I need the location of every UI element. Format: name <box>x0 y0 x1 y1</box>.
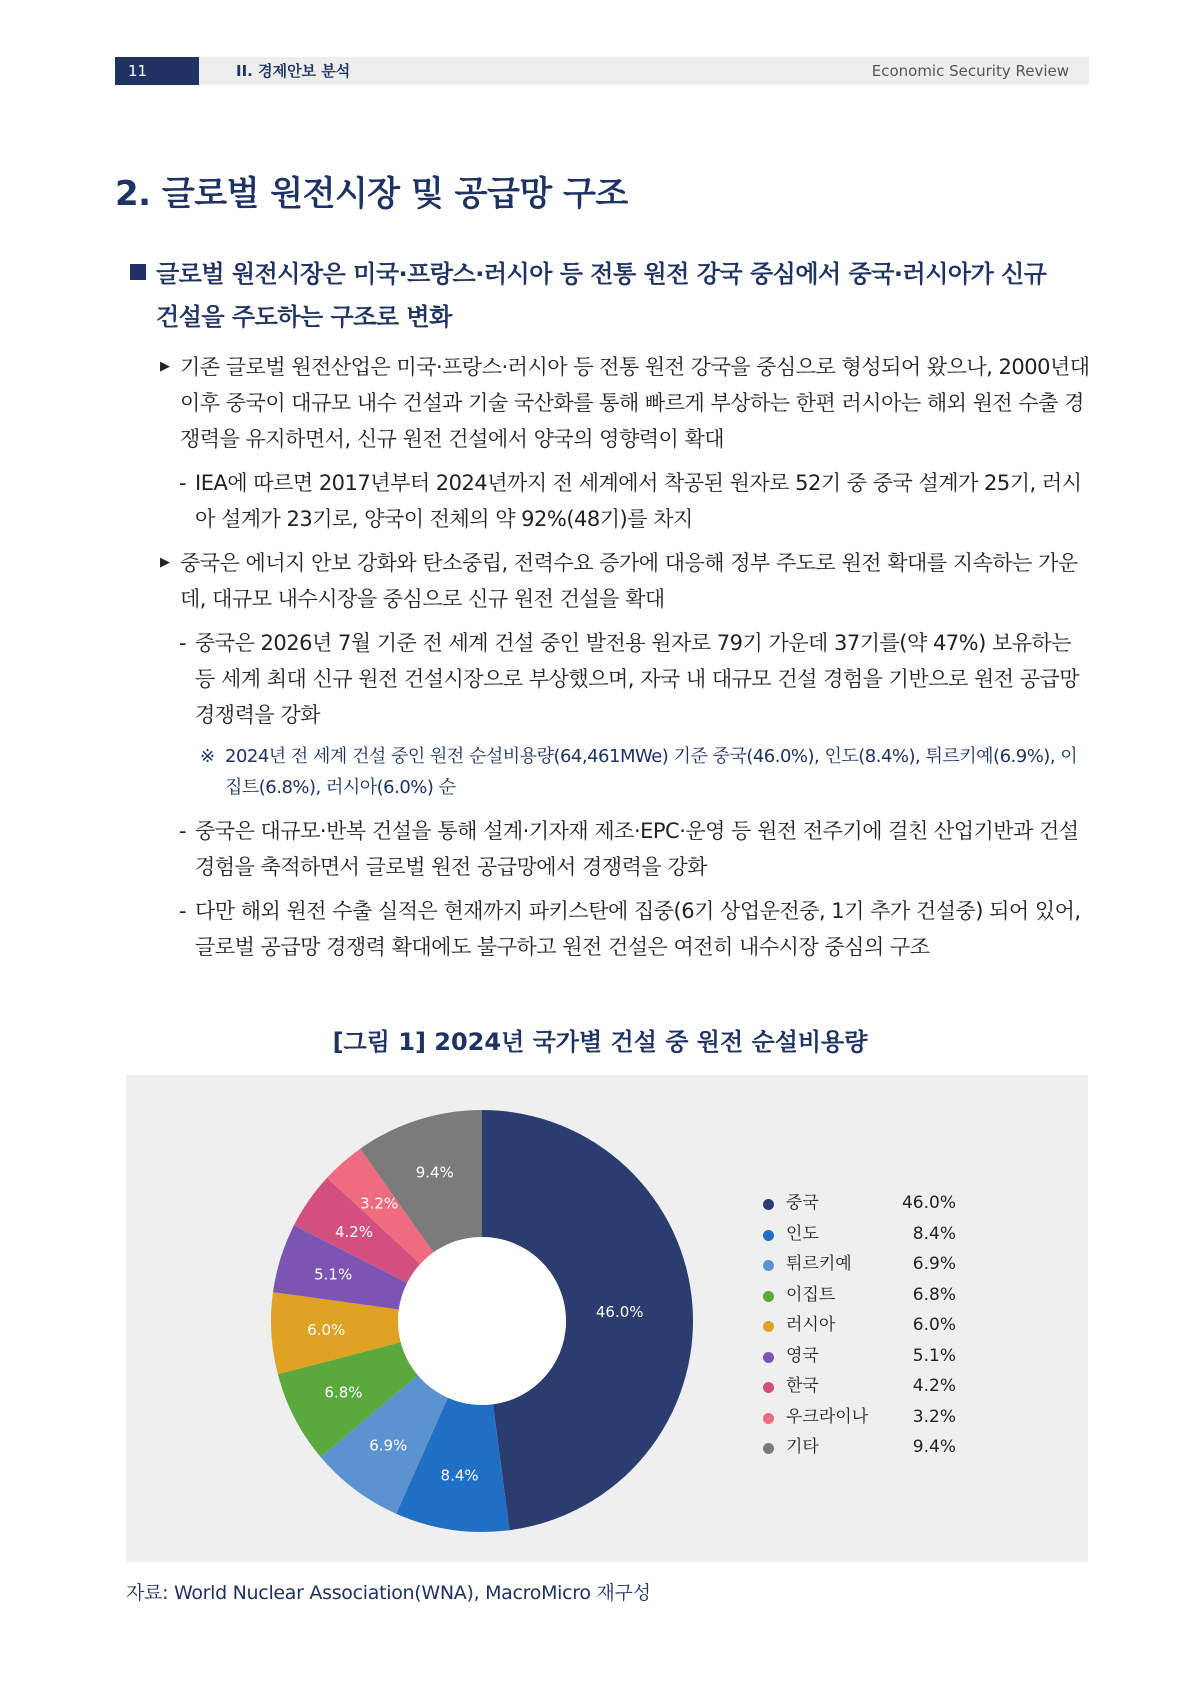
sub-item-2-text: 중국은 2026년 7월 기준 전 세계 건설 중인 발전용 원자로 79기 가운데 37기를(약 47%) 보유하는 등 세계 최대 신규 원전 건설시장으로 부상했으며, 자국 내 대규모 건설 경험을 기반으로 원전 공급망 경쟁력을 강화 <box>195 631 1080 727</box>
legend-value: 46.0% <box>901 1193 956 1213</box>
donut-hole <box>398 1237 566 1405</box>
legend-value: 8.4% <box>912 1223 956 1244</box>
legend-dot-icon <box>763 1352 774 1363</box>
legend-value: 6.0% <box>912 1315 956 1335</box>
note <box>160 741 1090 803</box>
legend-dot-icon <box>763 1321 774 1332</box>
sub-item-3-text: 중국은 대규모·반복 건설을 통해 설계·기자재 제조·EPC·운영 등 원전 전주기에 걸친 산업기반과 건설 경험을 축적하면서 글로벌 원전 공급망에서 경쟁력을 강화 <box>195 819 1079 879</box>
legend-label: 러시아 <box>786 1315 836 1335</box>
sub-item-3 <box>160 813 1090 885</box>
legend-dot-icon <box>763 1260 774 1271</box>
slice-label: 3.2% <box>360 1194 399 1213</box>
legend-dot-icon <box>763 1413 774 1424</box>
slice-label: 6.8% <box>324 1383 363 1402</box>
heading-line-1: 글로벌 원전시장은 미국·프랑스·러시아 등 전통 원전 강국 중심에서 중국·러시아가 신규 <box>156 260 1047 288</box>
legend-item <box>756 1402 956 1433</box>
legend-label: 영국 <box>786 1345 819 1366</box>
chart-legend <box>756 1188 956 1463</box>
bullet-1 <box>160 349 1090 457</box>
legend-item <box>756 1188 956 1219</box>
slice-label: 4.2% <box>334 1222 374 1241</box>
legend-label: 우크라이나 <box>786 1406 869 1427</box>
note-mark: ※ <box>200 746 215 767</box>
legend-value: 3.2% <box>912 1406 956 1427</box>
legend-item <box>756 1341 956 1372</box>
legend-value: 9.4% <box>912 1437 956 1457</box>
legend-value: 4.2% <box>912 1376 956 1396</box>
triangle-bullet-icon: ▶ <box>160 555 170 570</box>
triangle-bullet-icon: ▶ <box>160 359 170 374</box>
sub-item-2 <box>160 625 1090 733</box>
sub-item-4-text: 다만 해외 원전 수출 실적은 현재까지 파키스탄에 집중(6기 상업운전중, 1기 추가 건설중) 되어 있어, 글로벌 공급망 경쟁력 확대에도 불구하고 원전 건설은 여전히 내수시장 중심의 구조 <box>195 899 1081 959</box>
legend-item <box>756 1432 956 1463</box>
slice-label: 8.4% <box>440 1466 479 1485</box>
legend-item <box>756 1219 956 1250</box>
legend-item <box>756 1249 956 1280</box>
page-title: 2. 글로벌 원전시장 및 공급망 구조 <box>115 174 628 214</box>
dash-icon: - <box>179 899 187 923</box>
note-text: 2024년 전 세계 건설 중인 원전 순설비용량(64,461MWe) 기준 중국(46.0%), 인도(8.4%), 튀르키예(6.9%), 이집트(6.8%), 러시아(6.0%) 순 <box>225 746 1078 798</box>
section-heading <box>130 253 1090 339</box>
dash-icon: - <box>179 631 187 655</box>
bullet-2 <box>160 545 1090 617</box>
dash-icon: - <box>179 471 187 495</box>
body-text <box>160 349 1090 973</box>
legend-dot-icon <box>763 1443 774 1454</box>
heading-line-2: 건설을 주도하는 구조로 변화 <box>156 303 452 331</box>
legend-value: 5.1% <box>912 1345 956 1366</box>
bullet-2-text: 중국은 에너지 안보 강화와 탄소중립, 전력수요 증가에 대응해 정부 주도로 원전 확대를 지속하는 가운데, 대규모 내수시장을 중심으로 신규 원전 건설을 확대 <box>180 551 1078 611</box>
legend-item <box>756 1371 956 1402</box>
chart-area <box>126 1075 1088 1562</box>
legend-label: 중국 <box>786 1193 819 1213</box>
slice-label: 6.9% <box>369 1436 408 1455</box>
legend-label: 인도 <box>786 1223 819 1244</box>
legend-item <box>756 1280 956 1311</box>
legend-label: 기타 <box>786 1437 819 1457</box>
legend-label: 이집트 <box>786 1284 836 1305</box>
square-bullet-icon <box>130 264 146 280</box>
slice-label: 5.1% <box>314 1265 353 1284</box>
page-header <box>115 57 1089 85</box>
bullet-1-text: 기존 글로벌 원전산업은 미국·프랑스·러시아 등 전통 원전 강국을 중심으로 형성되어 왔으나, 2000년대 이후 중국이 대규모 내수 건설과 기술 국산화를 통해 빠르게 부상하는 한편 러시아는 해외 원전 수출 경쟁력을 유지하면서, 신규 원전 건설에서 양국의 영향력이 확대 <box>180 355 1090 451</box>
sub-item-4 <box>160 893 1090 965</box>
legend-item <box>756 1310 956 1341</box>
publication-name: Economic Security Review <box>871 62 1069 80</box>
slice-label: 9.4% <box>415 1163 454 1182</box>
source-note: 자료: World Nuclear Association(WNA), MacroMicro 재구성 <box>126 1582 651 1604</box>
legend-dot-icon <box>763 1291 774 1302</box>
sub-item-1-text: IEA에 따르면 2017년부터 2024년까지 전 세계에서 착공된 원자로 52기 중 중국 설계가 25기, 러시아 설계가 23기로, 양국이 전체의 약 92%(48기)를 차지 <box>195 471 1082 531</box>
legend-dot-icon <box>763 1230 774 1241</box>
slice-label: 6.0% <box>307 1321 346 1340</box>
legend-label: 한국 <box>786 1376 819 1396</box>
dash-icon: - <box>179 819 187 843</box>
figure-title: [그림 1] 2024년 국가별 건설 중 원전 순설비용량 <box>332 1028 868 1056</box>
page-number: 11 <box>115 57 199 85</box>
slice-label: 46.0% <box>595 1302 644 1321</box>
legend-dot-icon <box>763 1382 774 1393</box>
section-title: II. 경제안보 분석 <box>236 62 351 80</box>
legend-value: 6.9% <box>912 1254 956 1274</box>
legend-dot-icon <box>763 1199 774 1210</box>
legend-label: 튀르키예 <box>786 1254 852 1274</box>
sub-item-1 <box>160 465 1090 537</box>
legend-value: 6.8% <box>912 1284 956 1305</box>
